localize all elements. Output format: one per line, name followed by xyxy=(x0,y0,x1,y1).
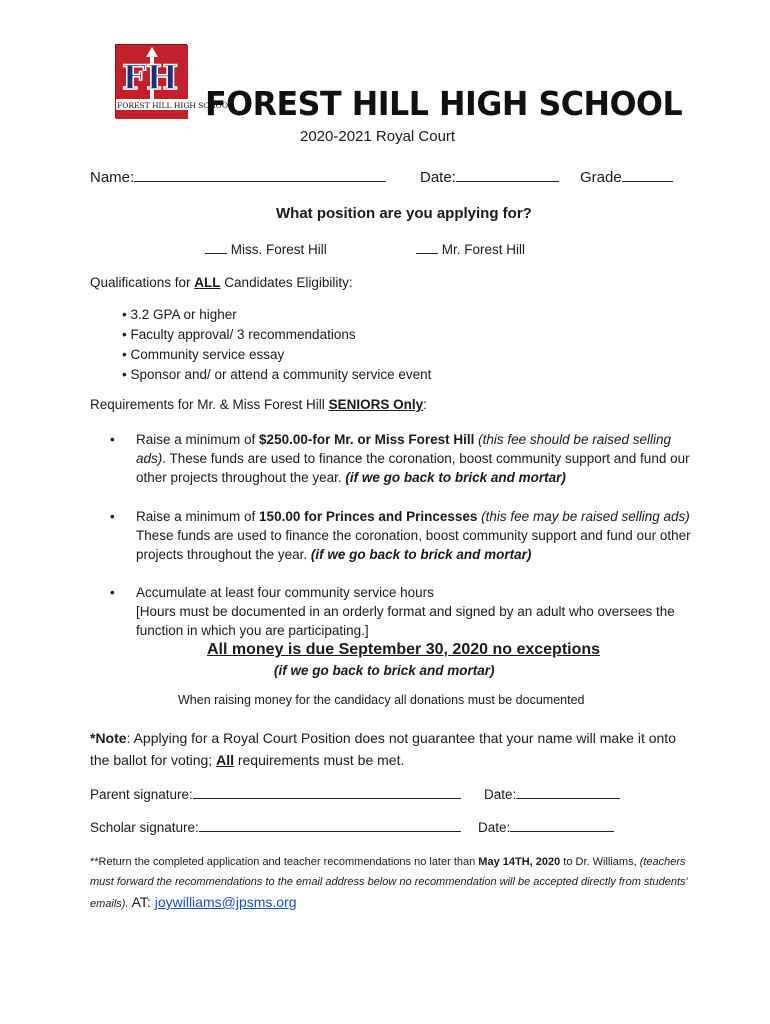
date-label: Date: xyxy=(420,169,456,186)
due-subnote: (if we go back to brick and mortar) xyxy=(274,663,495,678)
bullet-icon: • xyxy=(110,509,115,524)
donations-note: When raising money for the candidacy all donations must be documented xyxy=(178,693,585,707)
list-item: • Community service essay xyxy=(122,347,285,362)
parent-signature-row xyxy=(90,785,461,802)
note-label: *Note xyxy=(90,730,127,746)
scholar-signature-row xyxy=(90,818,461,835)
grade-row xyxy=(580,168,673,186)
position-miss-blank[interactable] xyxy=(205,243,227,254)
date-field[interactable] xyxy=(456,168,559,182)
list-item: • Sponsor and/ or attend a community service event xyxy=(122,367,432,382)
qualifications-prefix: Qualifications for xyxy=(90,275,195,290)
position-miss xyxy=(205,242,327,257)
parent-signature-field[interactable] xyxy=(193,785,461,799)
position-mr-label: Mr. Forest Hill xyxy=(441,242,526,257)
requirements-heading xyxy=(90,397,427,412)
school-logo xyxy=(115,44,233,118)
name-row xyxy=(90,168,386,186)
parent-date-label: Date: xyxy=(484,787,517,802)
grade-field[interactable] xyxy=(622,168,673,182)
position-mr-blank[interactable] xyxy=(416,243,438,254)
bullet-icon: • xyxy=(110,432,115,447)
page-subtitle: 2020-2021 Royal Court xyxy=(300,128,456,145)
scholar-signature-field[interactable] xyxy=(199,818,461,832)
scholar-date-field[interactable] xyxy=(510,818,614,832)
parent-date-field[interactable] xyxy=(516,785,620,799)
position-question: What position are you applying for? xyxy=(276,205,532,222)
footer-instructions: **Return the completed application and teacher recommendations no later than May 14TH, 2020 to Dr. Williams, (teachers must forward the recommendations to the email address below no recommendation will be accepted directly from students' emails). AT: joywilliams@jpsms.org xyxy=(90,856,688,910)
name-field[interactable] xyxy=(134,168,386,182)
scholar-date-row xyxy=(478,818,614,835)
parent-date-row xyxy=(484,785,620,802)
requirements-prefix: Requirements for Mr. & Miss Forest Hill xyxy=(90,397,329,412)
school-name: FOREST HILL HIGH SCHOOL xyxy=(205,84,683,123)
parent-signature-label: Parent signature: xyxy=(90,787,193,802)
bullet-icon: • xyxy=(110,585,115,600)
email-link[interactable]: joywilliams@jpsms.org xyxy=(154,894,297,910)
logo-banner-text: FOREST HILL HIGH SCHOOL xyxy=(117,101,233,110)
note-emphasis: All xyxy=(216,752,234,768)
scholar-signature-label: Scholar signature: xyxy=(90,820,199,835)
list-item: • Faculty approval/ 3 recommendations xyxy=(122,327,356,342)
position-miss-label: Miss. Forest Hill xyxy=(230,242,327,257)
qualifications-heading xyxy=(90,275,353,290)
requirements-suffix: : xyxy=(423,397,427,412)
qualifications-emphasis: ALL xyxy=(194,275,221,290)
logo-letters: FH xyxy=(122,58,179,98)
scholar-date-label: Date: xyxy=(478,820,511,835)
date-row xyxy=(420,168,559,186)
qualifications-list xyxy=(122,305,431,385)
grade-label: Grade xyxy=(580,169,622,186)
due-notice: All money is due September 30, 2020 no exceptions xyxy=(207,641,601,658)
logo-graphic xyxy=(116,45,233,119)
list-item: • 3.2 GPA or higher xyxy=(122,307,237,322)
qualifications-suffix: Candidates Eligibility: xyxy=(220,275,353,290)
name-label: Name: xyxy=(90,169,135,186)
position-mr xyxy=(416,242,525,257)
deadline-date: May 14TH, 2020 xyxy=(478,856,561,868)
note-paragraph: *Note: Applying for a Royal Court Position does not guarantee that your name will make it onto the ballot for voting; All requirements must be met. xyxy=(90,730,676,768)
requirements-emphasis: SENIORS Only xyxy=(328,397,424,412)
